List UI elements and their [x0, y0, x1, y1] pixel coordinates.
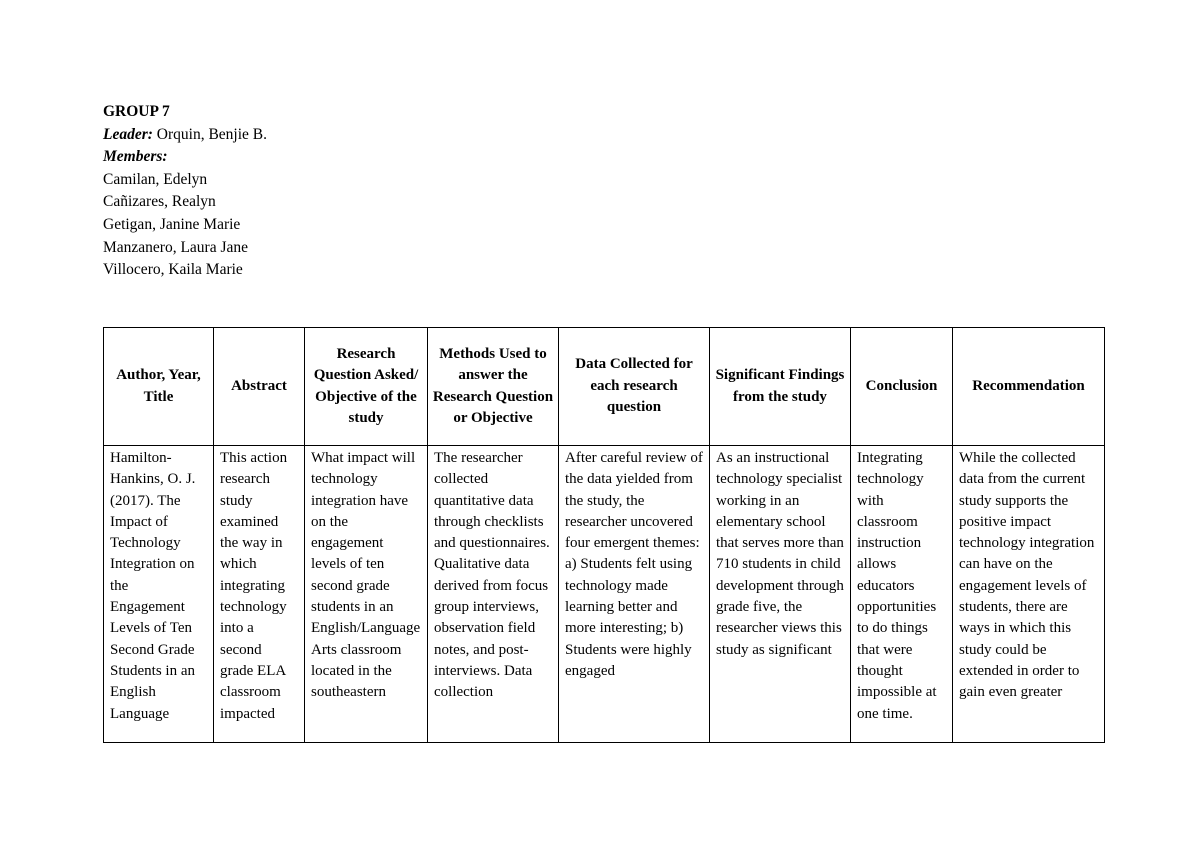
literature-review-table: [103, 327, 1105, 743]
member-name: Villocero, Kaila Marie: [103, 261, 243, 279]
table-header-row: [104, 328, 1105, 446]
table-cell: [305, 446, 428, 743]
group-title: GROUP 7: [103, 103, 170, 120]
cell-abstract: This action research study examined the way in which integrating technology into a second grade ELA classroom impacted: [220, 450, 288, 722]
leader-name: Orquin, Benjie B.: [152, 125, 268, 143]
cell-conclusion: Integrating technology with classroom instruction allows educators opportunities to do things that were thought impossible at one time.: [857, 450, 937, 722]
cell-research-question: What impact will technology integration have on the engagement levels of ten second grade students in an English/Language Arts classroom located in the southeastern: [311, 450, 421, 701]
table-cell: [710, 446, 851, 743]
column-header-abstract: Abstract: [214, 328, 305, 446]
column-header-methods: Methods Used to answer the Research Question or Objective: [428, 328, 559, 446]
table-cell: [851, 446, 953, 743]
cell-findings: As an instructional technology specialist working in an elementary school that serves more than 710 students in child development through grade five, the researcher views this study as significant: [716, 450, 844, 658]
member-name: Getigan, Janine Marie: [103, 215, 241, 233]
member-name: Manzanero, Laura Jane: [103, 238, 249, 256]
table-cell: [428, 446, 559, 743]
leader-label: Leader:: [103, 125, 153, 143]
column-header-data-collected: Data Collected for each research question: [559, 328, 710, 446]
group-header: [103, 101, 267, 282]
table-cell: [104, 446, 214, 743]
column-header-conclusion: Conclusion: [851, 328, 953, 446]
member-name: Camilan, Edelyn: [103, 170, 208, 188]
member-name: Cañizares, Realyn: [103, 193, 216, 211]
table-cell: [214, 446, 305, 743]
column-header-recommendation: Recommendation: [953, 328, 1105, 446]
table-cell: [953, 446, 1105, 743]
column-header-author: Author, Year, Title: [104, 328, 214, 446]
leader-line: [103, 124, 267, 147]
cell-author: Hamilton-Hankins, O. J.(2017). The Impact of Technology Integration on the Engagement Levels of Ten Second Grade Students in an English Language: [110, 450, 196, 722]
column-header-research-question: Research Question Asked/ Objective of the study: [305, 328, 428, 446]
cell-methods: The researcher collected quantitative data through checklists and questionnaires. Qualitative data derived from focus group interviews, observation field notes, and post-interviews. Data collection: [434, 450, 550, 701]
cell-recommendation: While the collected data from the current study supports the positive impact technology integration can have on the engagement levels of students, there are ways in which this study could be extended in order to gain even greater: [959, 450, 1095, 701]
column-header-findings: Significant Findings from the study: [710, 328, 851, 446]
table-row: [104, 446, 1105, 743]
members-label: Members:: [103, 148, 168, 166]
table-cell: [559, 446, 710, 743]
cell-data-collected: After careful review of the data yielded from the study, the researcher uncovered four emergent themes: a) Students felt using technology made learning better and more interesting; b) Students were highly engaged: [565, 450, 703, 679]
